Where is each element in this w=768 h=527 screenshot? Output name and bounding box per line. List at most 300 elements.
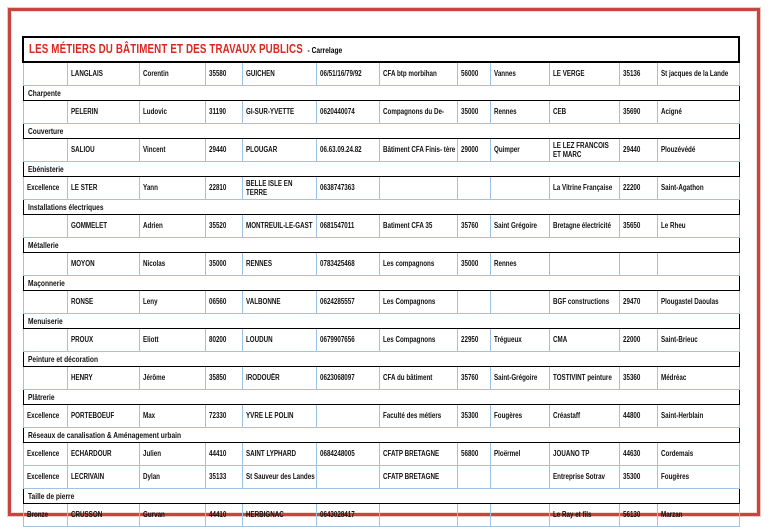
cell-text: VALBONNE — [245, 297, 281, 307]
cell-company — [549, 367, 619, 390]
cell-city — [242, 329, 316, 352]
cell-text: IRODOUËR — [245, 373, 280, 383]
table-row — [23, 329, 739, 352]
section-header-label: Ebénisterie — [27, 163, 64, 174]
cell-first-name — [139, 62, 205, 86]
table-row — [23, 443, 739, 466]
cell-last-name — [67, 443, 139, 466]
cell-text: 56130 — [622, 510, 640, 520]
cell-text: Fougères — [493, 411, 522, 421]
cell-training-center — [379, 139, 457, 162]
section-header-label: Taille de pierre — [27, 490, 74, 501]
cell-company — [549, 139, 619, 162]
cell-text: 35690 — [622, 107, 640, 117]
cell-text: 56000 — [460, 69, 478, 79]
cell-city — [242, 101, 316, 124]
cell-text: 35360 — [622, 373, 640, 383]
cell-training-center — [379, 291, 457, 314]
cell-text: Vincent — [142, 145, 165, 155]
cell-text: GUICHEN — [245, 69, 275, 79]
cell-text: Batiment CFA 35 — [382, 221, 432, 231]
cell-text: Le Rheu — [660, 221, 686, 231]
cell-text: 56800 — [460, 449, 478, 459]
section-header — [23, 428, 739, 443]
cell-text: PROUX — [70, 335, 93, 345]
cell-company-postal-code — [619, 504, 657, 527]
cell-text: HENRY — [70, 373, 93, 383]
cell-text: 35850 — [208, 373, 226, 383]
cell-postal-code — [205, 253, 242, 276]
cell-text: 44410 — [208, 510, 226, 520]
cell-first-name — [139, 329, 205, 352]
cell-training-city — [490, 443, 549, 466]
cell-last-name — [67, 101, 139, 124]
cell-training-postal-code — [457, 291, 490, 314]
title-line — [29, 40, 735, 59]
cell-city — [242, 215, 316, 238]
cell-last-name — [67, 139, 139, 162]
cell-training-center — [379, 62, 457, 86]
cell-company — [549, 405, 619, 428]
cell-last-name — [67, 215, 139, 238]
cell-text: TOSTIVINT peinture — [552, 373, 612, 383]
cell-text: 44410 — [208, 449, 226, 459]
cell-company-city — [657, 504, 739, 527]
cell-company-postal-code — [619, 291, 657, 314]
cell-text: CFA du bâtiment — [382, 373, 432, 383]
cell-text: GOMMELET — [70, 221, 107, 231]
cell-company-city — [657, 62, 739, 86]
cell-text: St jacques de la Lande — [660, 69, 728, 79]
table-row — [23, 466, 739, 489]
cell-text: 72330 — [208, 411, 226, 421]
cell-text: CFA btp morbihan — [382, 69, 437, 79]
cell-text: 29470 — [622, 297, 640, 307]
cell-text: Rennes — [493, 107, 517, 117]
cell-text: 35136 — [622, 69, 640, 79]
cell-company-city — [657, 291, 739, 314]
table-row — [23, 504, 739, 527]
cell-text: Médréac — [660, 373, 686, 383]
table-row — [23, 101, 739, 124]
cell-training-city — [490, 367, 549, 390]
section-header — [23, 276, 739, 291]
cell-training-city — [490, 329, 549, 352]
cell-award — [23, 329, 67, 352]
cell-company — [549, 466, 619, 489]
cell-postal-code — [205, 215, 242, 238]
cell-text: LE LEZ FRANCOIS ET MARC — [552, 140, 609, 159]
table-row — [23, 177, 739, 200]
cell-company-city — [657, 329, 739, 352]
cell-text: Entreprise Sotrav — [552, 472, 605, 482]
section-header-label: Réseaux de canalisation & Aménagement urbain — [27, 429, 181, 440]
cell-text: 22810 — [208, 183, 226, 193]
cell-postal-code — [205, 291, 242, 314]
cell-city — [242, 291, 316, 314]
cell-training-city — [490, 466, 549, 489]
section-row — [23, 238, 739, 253]
cell-text: Eliott — [142, 335, 159, 345]
cell-company-city — [657, 253, 739, 276]
cell-text: 06560 — [208, 297, 226, 307]
cell-text: 06.63.09.24.82 — [319, 145, 362, 155]
cell-postal-code — [205, 367, 242, 390]
section-row — [23, 124, 739, 139]
section-row — [23, 276, 739, 291]
cell-last-name — [67, 177, 139, 200]
cell-text: Saint-Brieuc — [660, 335, 698, 345]
section-header — [23, 124, 739, 139]
cell-text: Gurvan — [142, 510, 165, 520]
cell-company-city — [657, 139, 739, 162]
cell-text: Dylan — [142, 472, 160, 482]
cell-first-name — [139, 101, 205, 124]
cell-text: La Vitrine Française — [552, 183, 612, 193]
cell-postal-code — [205, 139, 242, 162]
cell-company — [549, 291, 619, 314]
cell-text: 35133 — [208, 472, 226, 482]
section-header-label: Plâtrerie — [27, 391, 55, 402]
cell-last-name — [67, 291, 139, 314]
section-row — [23, 352, 739, 367]
cell-postal-code — [205, 329, 242, 352]
cell-award — [23, 443, 67, 466]
cell-text: 35580 — [208, 69, 226, 79]
table-row — [23, 62, 739, 86]
cell-last-name — [67, 405, 139, 428]
cell-text: Acigné — [660, 107, 682, 117]
cell-award — [23, 291, 67, 314]
cell-city — [242, 504, 316, 527]
cell-award — [23, 504, 67, 527]
cell-phone — [316, 466, 379, 489]
table-row — [23, 253, 739, 276]
cell-text: 29000 — [460, 145, 478, 155]
cell-first-name — [139, 443, 205, 466]
section-header — [23, 352, 739, 367]
cell-company-city — [657, 101, 739, 124]
cell-text: Trégueux — [493, 335, 522, 345]
cell-training-postal-code — [457, 405, 490, 428]
cell-postal-code — [205, 405, 242, 428]
cell-text: 22200 — [622, 183, 640, 193]
cell-training-center — [379, 215, 457, 238]
cell-text: HERBIGNAC — [245, 510, 284, 520]
cell-text: Les Compagnons — [382, 297, 435, 307]
cell-training-center — [379, 101, 457, 124]
cell-last-name — [67, 504, 139, 527]
cell-text: Excellence — [26, 183, 59, 193]
cell-text: Marzan — [660, 510, 682, 520]
cell-text: Nicolas — [142, 259, 165, 269]
cell-phone — [316, 367, 379, 390]
cell-last-name — [67, 62, 139, 86]
cell-company-city — [657, 405, 739, 428]
cell-text: YVRE LE POLIN — [245, 411, 294, 421]
cell-text: Excellence — [26, 411, 59, 421]
cell-postal-code — [205, 101, 242, 124]
cell-text: 80200 — [208, 335, 226, 345]
cell-training-postal-code — [457, 139, 490, 162]
cell-phone — [316, 139, 379, 162]
cell-last-name — [67, 253, 139, 276]
cell-postal-code — [205, 62, 242, 86]
cell-training-center — [379, 367, 457, 390]
cell-training-center — [379, 466, 457, 489]
cell-text: Faculté des métiers — [382, 411, 441, 421]
cell-text: Adrien — [142, 221, 163, 231]
cell-city — [242, 367, 316, 390]
cell-first-name — [139, 215, 205, 238]
cell-city — [242, 177, 316, 200]
cell-last-name — [67, 329, 139, 352]
section-row — [23, 489, 739, 504]
cell-text: Max — [142, 411, 155, 421]
cell-text: 44630 — [622, 449, 640, 459]
section-header-label: Métallerie — [27, 239, 59, 250]
document-title-cell — [23, 37, 739, 62]
cell-training-city — [490, 62, 549, 86]
cell-training-city — [490, 291, 549, 314]
cell-phone — [316, 405, 379, 428]
cell-training-city — [490, 405, 549, 428]
cell-company — [549, 329, 619, 352]
cell-text: ECHARDOUR — [70, 449, 112, 459]
cell-text: BGF constructions — [552, 297, 609, 307]
cell-company — [549, 101, 619, 124]
cell-text: Saint-Agathon — [660, 183, 704, 193]
cell-text: CEB — [552, 107, 566, 117]
cell-award — [23, 139, 67, 162]
cell-company-postal-code — [619, 215, 657, 238]
cell-text: 0643028417 — [319, 510, 355, 520]
cell-text: Julien — [142, 449, 161, 459]
cell-training-postal-code — [457, 504, 490, 527]
cell-text: 0684248005 — [319, 449, 355, 459]
section-header-label: Installations électriques — [27, 201, 104, 212]
cell-training-city — [490, 215, 549, 238]
section-header — [23, 86, 739, 101]
section-header-label: Peinture et décoration — [27, 353, 98, 364]
cell-text: Jérôme — [142, 373, 165, 383]
cell-text: St Sauveur des Landes — [245, 472, 315, 482]
section-header — [23, 390, 739, 405]
cell-city — [242, 405, 316, 428]
cell-phone — [316, 215, 379, 238]
cell-text: Yann — [142, 183, 158, 193]
section-header — [23, 314, 739, 329]
cell-city — [242, 466, 316, 489]
table-row — [23, 405, 739, 428]
cell-text: Leny — [142, 297, 158, 307]
cell-text: LANGLAIS — [70, 69, 103, 79]
section-header-label: Couverture — [27, 125, 63, 136]
section-header — [23, 489, 739, 504]
cell-text: BELLE ISLE EN TERRE — [245, 178, 292, 197]
cell-text: CRUSSON — [70, 510, 102, 520]
cell-company-postal-code — [619, 443, 657, 466]
cell-postal-code — [205, 466, 242, 489]
cell-award — [23, 101, 67, 124]
cell-text: Fougères — [660, 472, 689, 482]
cell-company-postal-code — [619, 177, 657, 200]
cell-text: PORTEBOEUF — [70, 411, 114, 421]
cell-text: Excellence — [26, 449, 59, 459]
section-row — [23, 428, 739, 443]
table-row — [23, 291, 739, 314]
cell-text: Corentin — [142, 69, 169, 79]
cell-text: Excellence — [26, 472, 59, 482]
cell-phone — [316, 291, 379, 314]
cell-training-center — [379, 177, 457, 200]
cell-company — [549, 504, 619, 527]
cell-training-city — [490, 504, 549, 527]
page-title-suffix: - Carrelage — [307, 45, 343, 56]
cell-company-postal-code — [619, 101, 657, 124]
cell-text: 0620440074 — [319, 107, 355, 117]
cell-text: Vannes — [493, 69, 516, 79]
cell-text: Saint-Herblain — [660, 411, 703, 421]
cell-last-name — [67, 367, 139, 390]
cell-text: Saint-Grégoire — [493, 373, 537, 383]
cell-text: PLOUGAR — [245, 145, 277, 155]
cell-city — [242, 62, 316, 86]
cell-text: 35520 — [208, 221, 226, 231]
cell-award — [23, 466, 67, 489]
cell-training-city — [490, 253, 549, 276]
cell-text: LOUDUN — [245, 335, 273, 345]
cell-training-postal-code — [457, 253, 490, 276]
cell-text: Cordemais — [660, 449, 693, 459]
cell-text: CFATP BRETAGNE — [382, 449, 439, 459]
cell-award — [23, 405, 67, 428]
cell-company-city — [657, 215, 739, 238]
cell-company-postal-code — [619, 253, 657, 276]
cell-first-name — [139, 291, 205, 314]
cell-training-postal-code — [457, 466, 490, 489]
cell-training-center — [379, 504, 457, 527]
cell-first-name — [139, 253, 205, 276]
cell-award — [23, 177, 67, 200]
cell-text: Plouzévédé — [660, 145, 695, 155]
cell-phone — [316, 443, 379, 466]
cell-training-center — [379, 329, 457, 352]
cell-training-postal-code — [457, 367, 490, 390]
table-row — [23, 215, 739, 238]
section-header-label: Maçonnerie — [27, 277, 65, 288]
cell-text: 0623068097 — [319, 373, 355, 383]
cell-text: Les compagnons — [382, 259, 434, 269]
cell-company-postal-code — [619, 367, 657, 390]
cell-training-postal-code — [457, 62, 490, 86]
cell-training-city — [490, 139, 549, 162]
cell-text: Créastaff — [552, 411, 580, 421]
cell-text: SAINT LYPHARD — [245, 449, 296, 459]
table-row — [23, 139, 739, 162]
cell-training-postal-code — [457, 215, 490, 238]
section-row — [23, 86, 739, 101]
cell-text: 29440 — [208, 145, 226, 155]
cell-text: RENNES — [245, 259, 272, 269]
cell-first-name — [139, 504, 205, 527]
cell-company-city — [657, 367, 739, 390]
cell-text: 06/51/16/79/92 — [319, 69, 362, 79]
section-header-label: Menuiserie — [27, 315, 63, 326]
cell-phone — [316, 253, 379, 276]
section-header-label: Charpente — [27, 87, 61, 98]
cell-training-city — [490, 177, 549, 200]
cell-text: 35650 — [622, 221, 640, 231]
cell-training-center — [379, 405, 457, 428]
cell-company-postal-code — [619, 466, 657, 489]
cell-text: GI-SUR-YVETTE — [245, 107, 294, 117]
cell-text: 22950 — [460, 335, 478, 345]
cell-text: MONTREUIL-LE-GAST — [245, 221, 313, 231]
cell-text: 0624285557 — [319, 297, 355, 307]
cell-postal-code — [205, 443, 242, 466]
cell-company — [549, 62, 619, 86]
cell-company — [549, 177, 619, 200]
cell-text: SALIOU — [70, 145, 95, 155]
cell-phone — [316, 504, 379, 527]
cell-text: 22000 — [622, 335, 640, 345]
cell-text: Les Compagnons — [382, 335, 435, 345]
section-row — [23, 162, 739, 177]
cell-text: LECRIVAIN — [70, 472, 104, 482]
page-title: LES MÉTIERS DU BÂTIMENT ET DES TRAVAUX PUBLICS — [29, 42, 303, 57]
cell-text: Bretagne électricité — [552, 221, 611, 231]
metiers-table — [22, 36, 740, 527]
cell-training-city — [490, 101, 549, 124]
cell-text: Le Ray et fils — [552, 510, 592, 520]
cell-text: CFATP BRETAGNE — [382, 472, 439, 482]
cell-first-name — [139, 177, 205, 200]
cell-city — [242, 443, 316, 466]
cell-award — [23, 253, 67, 276]
title-row — [23, 37, 739, 62]
cell-award — [23, 367, 67, 390]
cell-text: PELERIN — [70, 107, 98, 117]
cell-award — [23, 215, 67, 238]
section-header — [23, 238, 739, 253]
cell-company-city — [657, 177, 739, 200]
cell-text: Bâtiment CFA Finis- tère — [382, 145, 455, 155]
cell-company — [549, 253, 619, 276]
cell-text: 29440 — [622, 145, 640, 155]
cell-training-postal-code — [457, 101, 490, 124]
cell-company-postal-code — [619, 329, 657, 352]
cell-text: Rennes — [493, 259, 517, 269]
cell-text: 35000 — [460, 259, 478, 269]
cell-last-name — [67, 466, 139, 489]
cell-text: Compagnons du De- — [382, 107, 444, 117]
cell-first-name — [139, 466, 205, 489]
cell-training-postal-code — [457, 329, 490, 352]
cell-text: CMA — [552, 335, 567, 345]
cell-text: LE VERGE — [552, 69, 585, 79]
cell-text: RONSE — [70, 297, 93, 307]
cell-text: 0638747363 — [319, 183, 355, 193]
cell-company — [549, 215, 619, 238]
section-row — [23, 390, 739, 405]
cell-first-name — [139, 405, 205, 428]
cell-text: 35300 — [622, 472, 640, 482]
cell-phone — [316, 101, 379, 124]
cell-text: Bronze — [26, 510, 48, 520]
cell-company — [549, 443, 619, 466]
cell-text: 35000 — [460, 107, 478, 117]
